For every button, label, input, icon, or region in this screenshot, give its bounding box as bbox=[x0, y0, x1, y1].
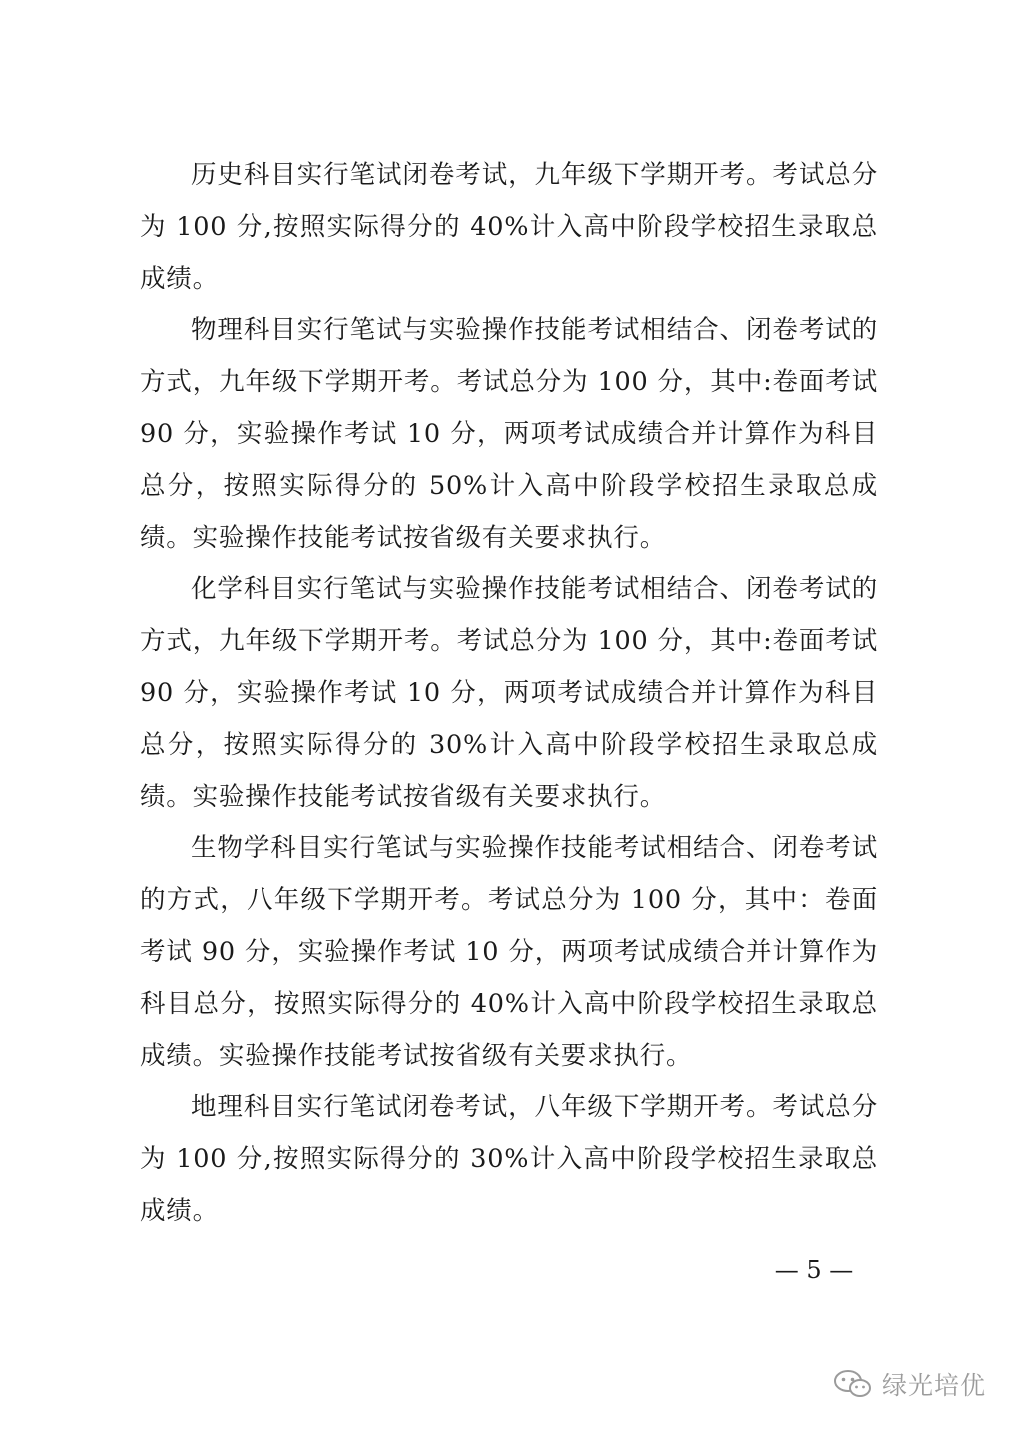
paragraph-chemistry: 化学科目实行笔试与实验操作技能考试相结合、闭卷考试的方式，九年级下学期开考。考试总分为 100 分，其中:卷面考试 90 分，实验操作考试 10 分，两项考试成绩合并计算作为科目总分，按照实际得分的 30%计入高中阶段学校招生录取总成绩。实验操作技能考试按省级有关要求执行。 bbox=[140, 574, 878, 812]
paragraph-history: 历史科目实行笔试闭卷考试，九年级下学期开考。考试总分为 100 分,按照实际得分的 40%计入高中阶段学校招生录取总成绩。 bbox=[140, 160, 878, 294]
paragraph-physics: 物理科目实行笔试与实验操作技能考试相结合、闭卷考试的方式，九年级下学期开考。考试总分为 100 分，其中:卷面考试 90 分，实验操作考试 10 分，两项考试成绩合并计算作为科目总分，按照实际得分的 50%计入高中阶段学校招生录取总成绩。实验操作技能考试按省级有关要求执行。 bbox=[140, 315, 878, 553]
document-body bbox=[140, 150, 878, 1238]
paragraph-geography: 地理科目实行笔试闭卷考试，八年级下学期开考。考试总分为 100 分,按照实际得分的 30%计入高中阶段学校招生录取总成绩。 bbox=[140, 1092, 878, 1226]
wechat-icon bbox=[832, 1368, 874, 1400]
watermark-text: 绿光培优 bbox=[882, 1371, 987, 1400]
watermark bbox=[832, 1362, 986, 1406]
paragraph-biology: 生物学科目实行笔试与实验操作技能考试相结合、闭卷考试的方式，八年级下学期开考。考试总分为 100 分，其中：卷面考试 90 分，实验操作考试 10 分，两项考试成绩合并计算作为科目总分，按照实际得分的 40%计入高中阶段学校招生录取总成绩。实验操作技能考试按省级有关要求执行。 bbox=[140, 833, 878, 1071]
page-number: — 5 — bbox=[774, 1256, 854, 1284]
